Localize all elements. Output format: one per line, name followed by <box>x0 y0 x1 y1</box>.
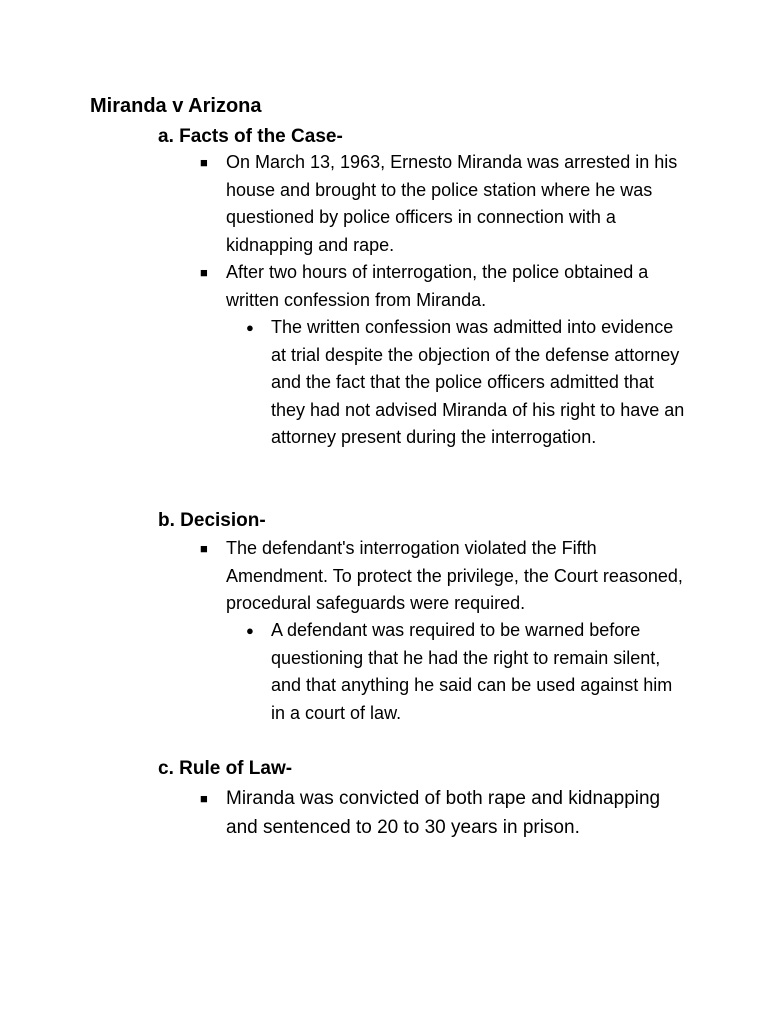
list-item-text: Miranda was convicted of both rape and kidnapping and sentenced to 20 to 30 years in prison. <box>226 788 661 838</box>
section-heading-facts: a. Facts of the Case- <box>158 126 343 147</box>
list-item-text: After two hours of interrogation, the police obtained a written confession from Miranda. <box>226 262 649 310</box>
sub-list-item <box>246 314 686 452</box>
list-item <box>200 149 690 259</box>
dot-bullet-icon: ● <box>246 623 254 638</box>
sub-list-item-text: A defendant was required to be warned before questioning that he had the right to remain silent, and that anything he said can be used against him in a court of law. <box>271 620 673 723</box>
document-title: Miranda v Arizona <box>90 95 262 117</box>
dot-bullet-icon: ● <box>246 320 254 335</box>
sub-list-item <box>246 617 686 727</box>
square-bullet-icon: ■ <box>200 155 208 170</box>
sub-list-item-text: The written confession was admitted into evidence at trial despite the objection of the defense attorney and the fact that the police officers admitted that they had not advised Miranda of his right to have an attorney present during the interrogation. <box>271 317 685 447</box>
list-item-text: The defendant's interrogation violated the Fifth Amendment. To protect the privilege, the Court reasoned, procedural safeguards were required. <box>226 538 683 613</box>
list-item <box>200 259 690 314</box>
section-heading-decision: b. Decision- <box>158 510 266 531</box>
list-item <box>200 784 690 842</box>
section-heading-rule-of-law: c. Rule of Law- <box>158 758 293 779</box>
square-bullet-icon: ■ <box>200 265 208 280</box>
square-bullet-icon: ■ <box>200 791 208 806</box>
list-item-text: On March 13, 1963, Ernesto Miranda was arrested in his house and brought to the police station where he was questioned by police officers in connection with a kidnapping and rape. <box>226 152 678 255</box>
list-item <box>200 535 690 618</box>
square-bullet-icon: ■ <box>200 541 208 556</box>
